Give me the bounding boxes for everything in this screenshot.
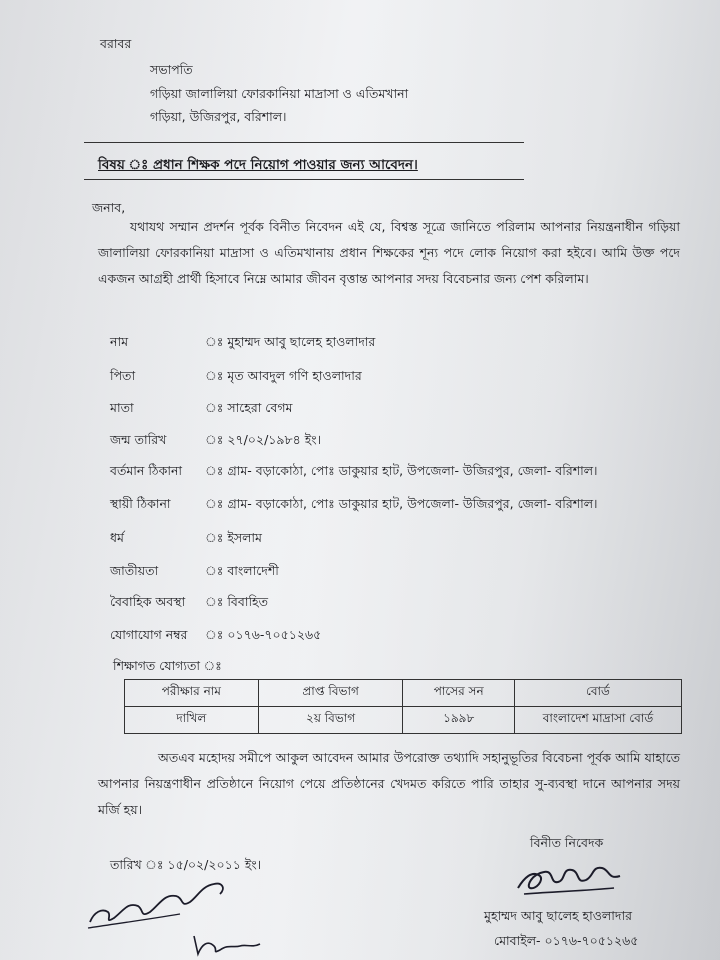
- table-cell: বাংলাদেশ মাদ্রাসা বোর্ড: [514, 707, 681, 734]
- field-label-marital-status: বৈবাহিক অবস্থা: [110, 594, 186, 609]
- field-value-father: ঃ মৃত আবদুল গণি হাওলাদার: [205, 368, 362, 383]
- intro-paragraph: যথাযথ সম্মান প্রদর্শন পূর্বক বিনীত নিবেদন এই যে, বিশ্বস্ত সূত্রে জানিতে পরিলাম আপনার নিয়ন্ত্রনাধীন গড়িয়া জালালিয়া ফোরকানিয়া মাদ্রাসা ও এতিমখানায় প্রধান শিক্ষকের শূন্য পদে লোক নিয়োগ করা হইবে। আমি উক্ত পদে একজন আগ্রহী প্রার্থী হিসাবে নিম্নে আমার জীবন বৃত্তান্ত আপনার সদয় বিবেচনার জন্য পেশ করিলাম।: [98, 219, 680, 286]
- subject-line: বিষয় ঃ প্রধান শিক্ষক পদে নিয়োগ পাওয়ার জন্য আবেদন।: [98, 157, 418, 173]
- field-value-permanent-address: ঃ গ্রাম- বড়াকোঠা, পোঃ ডাকুয়ার হাট, উপজেলা- উজিরপুর, জেলা- বরিশাল।: [205, 496, 598, 511]
- table-header-cell: প্রাপ্ত বিভাগ: [258, 680, 403, 707]
- table-header-cell: পাসের সন: [403, 680, 514, 707]
- closing-paragraph: অতএব মহোদয় সমীপে আকুল আবেদন আমার উপরোক্ত তথ্যাদি সহানুভূতির বিবেচনা পূর্বক আমি যাহাতে আপনার নিয়ন্ত্রণাধীন প্রতিষ্ঠানে নিয়োগ পেয়ে প্রতিষ্ঠানের খেদমত করিতে পারি তাহার সু-ব্যবস্থা দানে আপনার সদয় মর্জি হয়।: [98, 750, 680, 817]
- field-value-contact-number: ঃ ০১৭৬-৭০৫১২৬৫: [205, 627, 322, 642]
- field-value-nationality: ঃ বাংলাদেশী: [205, 563, 279, 578]
- signer-name: মুহাম্মদ আবু ছালেহ হাওলাদার: [484, 908, 632, 923]
- table-header-cell: বোর্ড: [514, 680, 681, 707]
- field-label-birthdate: জন্ম তারিখ: [110, 432, 167, 447]
- signer-mobile: মোবাইল- ০১৭৬-৭০৫১২৬৫: [494, 933, 639, 948]
- field-value-mother: ঃ সাহেরা বেগম: [205, 400, 293, 415]
- field-label-contact-number: যোগাযোগ নম্বর: [110, 627, 188, 642]
- field-value-name: ঃ মুহাম্মদ আবু ছালেহ হাওলাদার: [205, 334, 376, 349]
- field-value-present-address: ঃ গ্রাম- বড়াকোঠা, পোঃ ডাকুয়ার হাট, উপজেলা- উজিরপুর, জেলা- বরিশাল।: [205, 463, 598, 478]
- handwritten-note-scribble: [84, 872, 234, 932]
- table-cell: ২য় বিভাগ: [258, 707, 403, 734]
- field-label-mother: মাতা: [110, 400, 134, 415]
- recipient-organization: গড়িয়া জালালিয়া ফোরকানিয়া মাদ্রাসা ও এতিমখানা: [150, 86, 409, 101]
- field-label-present-address: বর্তমান ঠিকানা: [110, 463, 183, 478]
- recipient-title: সভাপতি: [150, 62, 193, 77]
- recipient-address: গড়িয়া, উজিরপুর, বরিশাল।: [150, 109, 287, 124]
- handwritten-initials: [190, 930, 270, 958]
- field-label-permanent-address: স্থায়ী ঠিকানা: [110, 496, 171, 511]
- field-value-birthdate: ঃ ২৭/০২/১৯৮৪ ইং।: [205, 432, 322, 447]
- field-label-religion: ধর্ম: [110, 530, 124, 545]
- recipient-label: বরাবর: [100, 36, 132, 51]
- table-header-row: [125, 680, 682, 707]
- education-heading: শিক্ষাগত যোগ্যতা ঃ: [113, 658, 222, 673]
- table-row: [125, 707, 682, 734]
- table-cell: ১৯৯৮: [403, 707, 514, 734]
- table-cell: দাখিল: [125, 707, 259, 734]
- field-label-name: নাম: [110, 334, 129, 349]
- date-line: তারিখ ঃ ১৫/০২/২০১১ ইং।: [110, 857, 262, 872]
- education-table: [124, 679, 682, 734]
- field-value-marital-status: ঃ বিবাহিত: [205, 594, 268, 609]
- field-value-religion: ঃ ইসলাম: [205, 530, 262, 545]
- salutation: জনাব,: [92, 200, 126, 215]
- table-header-cell: পরীক্ষার নাম: [125, 680, 259, 707]
- field-label-nationality: জাতীয়তা: [110, 563, 159, 578]
- sign-closing: বিনীত নিবেদক: [530, 835, 604, 850]
- handwritten-signature: [510, 858, 630, 900]
- field-label-father: পিতা: [110, 368, 136, 383]
